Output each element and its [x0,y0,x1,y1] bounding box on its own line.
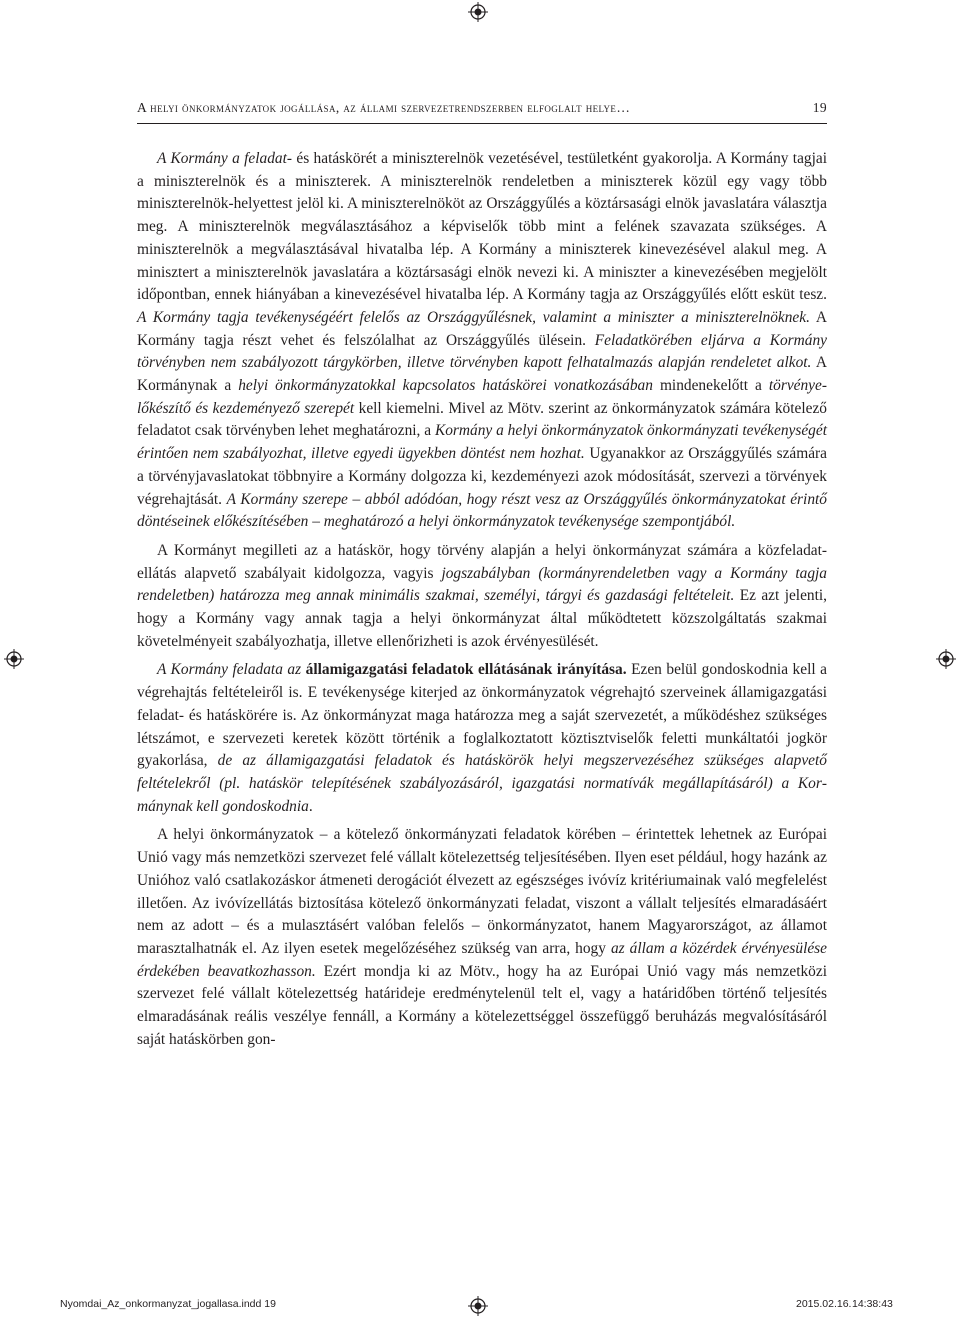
slug-time: 14:38:43 [852,1298,893,1310]
registration-mark-right-icon [936,649,956,669]
text-span: Ezért mondja ki az Mötv., hogy ha az Európai Unió vagy más nemzetközi szervezet felé vállalt kötelezettség határideje eredménytelenül telt el, vagy a határidőben történő teljesítés elmaradásának reális veszélye fennáll, a Kormány a kötelezettséggel összefüggő beruházás megvalósításáról saját hatáskörben gon- [137,962,827,1048]
paragraph-3 [137,659,827,818]
registration-mark-bottom-icon [468,1296,488,1316]
italic-span: törvényelőkészítő és kezdeményező szerepét [137,377,827,417]
italic-span: Kormány a helyi önkormányzatok önkormányzati tevékenységét érintően nem szabályozhat, illetve egyedi ügyekben döntést nem hozhat. [137,422,827,463]
text-span: mindenekelőtt a [652,377,769,395]
italic-span: A Kormány szerepe – abból adódóan, hogy részt vesz az Országgyűlés önkormányzatokat érintő döntéseinek előkészítésében – meghatározó a helyi önkormányzatok tevékenysége szempontjából. [137,490,827,531]
page-number: 19 [812,100,827,115]
text-span: A Kormánynak a [137,354,827,395]
paragraph-2 [137,540,827,654]
italic-span: az állam a közérdek érvényesülése érdekében beavatkozhasson. [137,939,828,980]
text-span: és hatáskörét a miniszterelnök vezetésével, testületként gyakorolja. A Kormány tagjai a miniszterelnök és a miniszterek. A miniszterelnök rendeletben a miniszterek közül egy vagy több miniszterelnök-helyettest jelöl ki. A miniszterelnököt az Országgyűlés a köztársasági elnök javaslatára választja meg. A miniszterelnök megválasztásához a képviselők több mint a felének szavazata szükséges. A miniszterelnök a megválasztásával hivatalba lép. A Kormány a miniszterek kinevezésével alakul meg. A minisztert a miniszterelnök javaslatára a köztársasági elnök nevezi ki. A miniszter a kinevezésében megjelölt időpontban, ennek hiányában a kinevezésével hivatalba lép. A Kormány tagja az Országgyűlés előtt esküt tesz. [137,150,827,304]
registration-mark-left-icon [4,649,24,669]
text-span: Ezen belül gondoskodnia kell a végrehajtás feltételeiről is. E tevékenysége kiterjed az önkormányzatok végrehajtó szerveinek államigazgatási feladat- és hatáskörére is. Az önkormányzat maga határozza meg a saját szervezetét, a működéshez szükséges létszámot, e szervezeti keretek között történik a foglalkoztatott köztisztviselők feletti munkáltatói jogkör gyakorlása, [137,661,827,770]
text-span: kell kiemelni. Mivel az Mötv. szerint az önkormányzatok számára kötelező feladatot csak törvényben lehet meghatározni, a [137,399,827,440]
italic-span: Feladatkörében eljárva a Kormány törvényben nem szabályozott tárgykörben, illetve törvényben kapott felhatalmazás alapján rendeletet alkot. [137,331,827,372]
running-title: A helyi önkormányzatok jogállása, az állami szervezetrendszerben elfoglalt helye… [137,100,631,115]
text-span: A helyi önkormányzatok – a kötelező önkormányzati feladatok körében – érintettek lehetnek az Európai Unió vagy más nemzetközi szervezet felé vállalt kötelezettség teljesítésében. Ilyen eset például, hogy hazánk az Unióhoz való csatlakozáskor átmeneti derogációt élvezett az egészséges ivóvíz kritériumainak való megfelelést illetően. Az ivóvízellátás biztosítása kötelező önkormányzati feladat, viszont a vállalt teljesítés elmaradásáért nem az adott – és a mulasztásért valóban felelős – önkormányzatot, hanem Magyarországot, az államot marasztalhatnák el. Az ilyen esetek megelőzéséhez szükség van arra, hogy [137,826,827,957]
registration-mark-top-icon [468,2,488,22]
text-span: . [308,797,313,815]
italic-span: A Kormány tagja tevékenységéért felelős az Országgyűlésnek, valamint a miniszter a miniszterelnöknek. [137,308,810,326]
body-text [137,148,827,1051]
bold-span: államigazgatási feladatok ellátásának irányítása. [305,661,627,679]
text-span: Ez azt jelenti, hogy a Kormány vagy annak tagja a helyi önkormányzat által működtetett közszolgáltatás szakmai követelményeit szabályozhatja, illetve ellenőrizheti is azok érvényesülését. [137,587,827,650]
italic-span: A Kormány feladata az [157,661,306,679]
text-span: Ugyanakkor az Országgyűlés számára a törvényjavaslatokat többnyire a Kormány dolgozza ki, kezdeményezi azok módosítását, szervezi a törvények végrehajtását. [137,445,827,508]
italic-span: A Kormány a feladat- [157,150,293,167]
slug-filename: Nyomdai_Az_onkormanyzat_jogallasa.indd 19 [60,1298,276,1310]
slug-date: 2015.02.16. [796,1298,852,1310]
text-span: A Kormány tagja részt vehet és felszólalhat az Országgyűlés ülésein. [137,308,827,349]
italic-span: de az államigazgatási feladatok és hatáskörök helyi megszervezéséhez szükséges alapvető feltételekről (pl. hatáskör telepítésének szabályozásáról, igazgatási normatívák megállapításáról) a Kormánynak kell gondoskodnia [137,752,827,815]
italic-span: jogszabályban (kormányrendeletben vagy a Kormány tagja rendeletben) határozza meg annak minimális szakmai, személyi, tárgyi és gazdasági feltételeit. [137,564,827,605]
paragraph-4 [137,824,827,1051]
running-header [137,100,827,122]
italic-span: helyi önkormányzatokkal kapcsolatos hatáskörei vonatkozásában [238,377,653,395]
header-rule [137,123,827,124]
text-span: A Kormányt megilleti az a hatáskör, hogy törvény alapján a helyi önkormányzat számára a közfeladat-ellátás alapvető szabályait kidolgozza, vagyis [137,541,827,582]
paragraph-1 [137,148,827,534]
